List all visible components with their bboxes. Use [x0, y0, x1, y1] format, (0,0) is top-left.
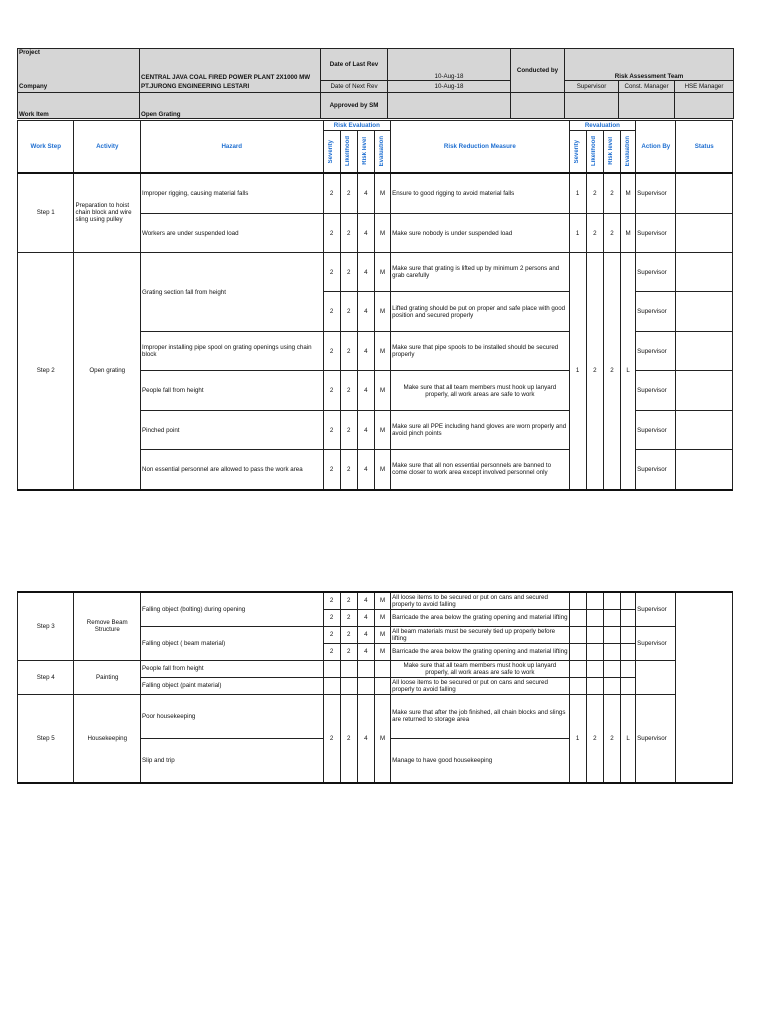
hazard-cell: Poor housekeeping: [141, 694, 324, 738]
measure-cell: Make sure that all team members must hook up lanyard properly, all work areas are safe to work: [391, 660, 569, 677]
step-label: Step 3: [18, 592, 74, 660]
action-by-cell: Supervisor: [636, 332, 676, 371]
likelihood-cell: 2: [340, 214, 357, 253]
col-risk-level: Risk level: [362, 137, 369, 166]
re-severity-cell: [569, 626, 586, 643]
hazard-cell: Falling object ( beam material): [141, 626, 324, 660]
evaluation-cell: [374, 660, 390, 677]
date-next-rev-label: Date of Next Rev: [321, 81, 388, 93]
re-likelihood-cell: [586, 592, 603, 609]
conducted-by-label: Conducted by: [511, 49, 565, 93]
evaluation-cell: M: [374, 643, 390, 660]
re-evaluation-cell: L: [621, 694, 636, 783]
severity-cell: [323, 660, 340, 677]
date-last-rev-label: Date of Last Rev: [321, 49, 388, 81]
hazard-cell: Grating section fall from height: [141, 253, 324, 332]
re-severity-cell: 1: [569, 173, 586, 214]
evaluation-cell: M: [374, 332, 390, 371]
col-activity: Activity: [74, 121, 141, 173]
table-row: [18, 592, 733, 609]
re-evaluation-cell: M: [621, 173, 636, 214]
step-label: Step 2: [18, 253, 74, 490]
re-likelihood-cell: 2: [586, 214, 603, 253]
re-severity-cell: 1: [569, 694, 586, 783]
hazard-cell: People fall from height: [141, 660, 324, 677]
col-re-severity: Severity: [574, 139, 581, 163]
status-cell: [676, 411, 733, 450]
measure-cell: Barricade the area below the grating opening and material lifting: [391, 609, 569, 626]
team-supervisor: Supervisor: [565, 81, 619, 93]
risk-level-cell: 4: [357, 609, 374, 626]
measure-cell: Make sure that all non essential personnels are banned to come closer to work area except involved personnel only: [391, 450, 569, 490]
work-item-label: Work Item: [18, 93, 140, 119]
col-revaluation: Revaluation: [569, 121, 636, 131]
measure-cell: Barricade the area below the grating opening and material lifting: [391, 643, 569, 660]
re-risk-level-cell: [603, 677, 620, 694]
risk-level-cell: 4: [357, 253, 374, 292]
risk-level-cell: [357, 660, 374, 677]
severity-cell: 2: [323, 332, 340, 371]
measure-cell: All loose items to be secured or put on cans and secured properly to avoid falling: [391, 592, 569, 609]
re-risk-level-cell: [603, 643, 620, 660]
likelihood-cell: 2: [340, 411, 357, 450]
risk-level-cell: 4: [357, 411, 374, 450]
evaluation-cell: M: [374, 694, 390, 783]
severity-cell: 2: [323, 626, 340, 643]
likelihood-cell: 2: [340, 694, 357, 783]
severity-cell: 2: [323, 371, 340, 411]
status-cell: [676, 450, 733, 490]
re-evaluation-cell: [621, 626, 636, 643]
severity-cell: 2: [323, 214, 340, 253]
re-severity-cell: [569, 643, 586, 660]
re-severity-cell: [569, 660, 586, 677]
risk-table-continued: [17, 591, 733, 784]
step-label: Step 5: [18, 694, 74, 783]
re-likelihood-cell: 2: [586, 253, 603, 490]
likelihood-cell: 2: [340, 292, 357, 332]
risk-table: [17, 120, 733, 491]
hazard-cell: Falling object (bolting) during opening: [141, 592, 324, 626]
re-likelihood-cell: [586, 643, 603, 660]
action-by-cell: Supervisor: [636, 292, 676, 332]
table-row: [18, 173, 733, 214]
re-risk-level-cell: 2: [603, 214, 620, 253]
col-hazard: Hazard: [141, 121, 324, 173]
measure-cell: Make sure that pipe spools to be installed should be secured properly: [391, 332, 569, 371]
re-likelihood-cell: [586, 609, 603, 626]
measure-cell: Make sure all PPE including hand gloves are worn properly and avoid pinch points: [391, 411, 569, 450]
measure-cell: All beam materials must be securely tied up properly before lifting: [391, 626, 569, 643]
team-hse-manager: HSE Manager: [675, 81, 734, 93]
re-risk-level-cell: [603, 609, 620, 626]
col-severity: Severity: [328, 139, 335, 163]
measure-cell: Lifted grating should be put on proper and safe place with good position and secured properly: [391, 292, 569, 332]
step-label: Step 4: [18, 660, 74, 694]
re-evaluation-cell: [621, 609, 636, 626]
action-by-cell: Supervisor: [636, 253, 676, 292]
re-likelihood-cell: [586, 626, 603, 643]
evaluation-cell: M: [374, 173, 390, 214]
col-risk-evaluation: Risk Evaluation: [323, 121, 391, 131]
re-evaluation-cell: M: [621, 214, 636, 253]
severity-cell: 2: [323, 173, 340, 214]
severity-cell: 2: [323, 292, 340, 332]
conducted-blank: [511, 93, 565, 119]
header-table: [17, 48, 734, 119]
measure-cell: Ensure to good rigging to avoid material falls: [391, 173, 569, 214]
risk-level-cell: 4: [357, 643, 374, 660]
hazard-cell: Workers are under suspended load: [141, 214, 324, 253]
action-by-cell: Supervisor: [636, 411, 676, 450]
evaluation-cell: [374, 677, 390, 694]
hazard-cell: Pinched point: [141, 411, 324, 450]
re-evaluation-cell: [621, 677, 636, 694]
likelihood-cell: 2: [340, 450, 357, 490]
re-severity-cell: [569, 592, 586, 609]
status-cell: [676, 173, 733, 214]
likelihood-cell: 2: [340, 643, 357, 660]
re-evaluation-cell: [621, 660, 636, 677]
likelihood-cell: 2: [340, 332, 357, 371]
col-likelihood: Likelihood: [345, 136, 352, 167]
col-re-likelihood: Likelihood: [591, 136, 598, 167]
re-severity-cell: 1: [569, 214, 586, 253]
measure-cell: Make sure that after the job finished, all chain blocks and slings are returned to storage area: [391, 694, 569, 738]
likelihood-cell: 2: [340, 592, 357, 609]
severity-cell: 2: [323, 609, 340, 626]
evaluation-cell: M: [374, 592, 390, 609]
evaluation-cell: M: [374, 253, 390, 292]
evaluation-cell: M: [374, 371, 390, 411]
re-severity-cell: 1: [569, 253, 586, 490]
evaluation-cell: M: [374, 292, 390, 332]
col-risk-reduction: Risk Reduction Measure: [391, 121, 569, 173]
severity-cell: 2: [323, 253, 340, 292]
activity-cell: Open grating: [74, 253, 141, 490]
re-evaluation-cell: [621, 643, 636, 660]
hazard-cell: Non essential personnel are allowed to pass the work area: [141, 450, 324, 490]
risk-level-cell: [357, 677, 374, 694]
re-risk-level-cell: 2: [603, 253, 620, 490]
date-next-rev-value: 10-Aug-18: [388, 81, 511, 93]
likelihood-cell: 2: [340, 173, 357, 214]
re-risk-level-cell: [603, 626, 620, 643]
re-severity-cell: [569, 609, 586, 626]
team-const-manager: Const. Manager: [619, 81, 675, 93]
risk-level-cell: 4: [357, 626, 374, 643]
status-cell: [676, 214, 733, 253]
severity-cell: 2: [323, 592, 340, 609]
measure-cell: Manage to have good housekeeping: [391, 738, 569, 783]
risk-level-cell: 4: [357, 371, 374, 411]
re-likelihood-cell: [586, 677, 603, 694]
re-likelihood-cell: 2: [586, 173, 603, 214]
severity-cell: 2: [323, 411, 340, 450]
severity-cell: 2: [323, 643, 340, 660]
hazard-cell: People fall from height: [141, 371, 324, 411]
action-by-cell: Supervisor: [636, 173, 676, 214]
date-last-rev-value: 10-Aug-18: [388, 49, 511, 81]
re-risk-level-cell: [603, 660, 620, 677]
evaluation-cell: M: [374, 450, 390, 490]
re-likelihood-cell: [586, 660, 603, 677]
team-sign-2: [619, 93, 675, 119]
re-likelihood-cell: 2: [586, 694, 603, 783]
re-risk-level-cell: [603, 592, 620, 609]
col-work-step: Work Step: [18, 121, 74, 173]
team-sign-1: [565, 93, 619, 119]
table-row: [18, 694, 733, 738]
action-by-cell: Supervisor: [636, 592, 676, 626]
activity-cell: Housekeeping: [74, 694, 141, 783]
risk-level-cell: 4: [357, 173, 374, 214]
measure-cell: All loose items to be secured or put on cans and secured properly to avoid falling: [391, 677, 569, 694]
company-label: Company: [18, 81, 140, 93]
step-label: Step 1: [18, 173, 74, 253]
severity-cell: [323, 677, 340, 694]
col-status: Status: [676, 121, 733, 173]
action-by-cell: Supervisor: [636, 694, 676, 783]
likelihood-cell: [340, 660, 357, 677]
action-by-cell: [636, 660, 676, 694]
action-by-cell: Supervisor: [636, 450, 676, 490]
company-value: PT.JURONG ENGINEERING LESTARI: [140, 81, 321, 93]
approved-label: Approved by SM: [321, 93, 388, 119]
severity-cell: 2: [323, 450, 340, 490]
table-row: [18, 253, 733, 292]
measure-cell: Make sure that all team members must hook up lanyard properly, all work areas are safe to work: [391, 371, 569, 411]
status-cell: [676, 253, 733, 292]
measure-cell: Make sure that grating is lifted up by minimum 2 persons and grab carefully: [391, 253, 569, 292]
likelihood-cell: 2: [340, 609, 357, 626]
work-item-value: Open Grating: [140, 93, 321, 119]
hazard-cell: Improper rigging, causing material falls: [141, 173, 324, 214]
risk-level-cell: 4: [357, 450, 374, 490]
action-by-cell: Supervisor: [636, 626, 676, 660]
measure-cell: Make sure nobody is under suspended load: [391, 214, 569, 253]
evaluation-cell: M: [374, 411, 390, 450]
likelihood-cell: 2: [340, 371, 357, 411]
hazard-cell: Falling object (paint material): [141, 677, 324, 694]
severity-cell: 2: [323, 694, 340, 783]
hazard-cell: Improper installing pipe spool on grating openings using chain block: [141, 332, 324, 371]
risk-team-label: Risk Assessment Team: [565, 49, 734, 81]
hazard-cell: Slip and trip: [141, 738, 324, 783]
status-cell: [676, 371, 733, 411]
re-evaluation-cell: [621, 592, 636, 609]
status-cell: [676, 592, 733, 783]
action-by-cell: Supervisor: [636, 371, 676, 411]
activity-cell: Preparation to hoist chain block and wire sling using pulley: [74, 173, 141, 253]
re-evaluation-cell: L: [621, 253, 636, 490]
approved-value: [388, 93, 511, 119]
action-by-cell: Supervisor: [636, 214, 676, 253]
likelihood-cell: [340, 677, 357, 694]
col-evaluation: Evaluation: [379, 136, 386, 167]
risk-level-cell: 4: [357, 332, 374, 371]
col-action-by: Action By: [636, 121, 676, 173]
likelihood-cell: 2: [340, 253, 357, 292]
status-cell: [676, 292, 733, 332]
re-risk-level-cell: 2: [603, 694, 620, 783]
col-re-evaluation: Evaluation: [624, 136, 631, 167]
risk-level-cell: 4: [357, 694, 374, 783]
risk-level-cell: 4: [357, 592, 374, 609]
evaluation-cell: M: [374, 214, 390, 253]
project-value: CENTRAL JAVA COAL FIRED POWER PLANT 2X1000 MW: [140, 49, 321, 81]
team-sign-3: [675, 93, 734, 119]
col-re-risk-level: Risk level: [608, 137, 615, 166]
evaluation-cell: M: [374, 626, 390, 643]
activity-cell: Remove Beam Structure: [74, 592, 141, 660]
likelihood-cell: 2: [340, 626, 357, 643]
project-label: Project: [18, 49, 140, 81]
activity-cell: Painting: [74, 660, 141, 694]
status-cell: [676, 332, 733, 371]
table-row: [18, 660, 733, 677]
re-severity-cell: [569, 677, 586, 694]
risk-level-cell: 4: [357, 214, 374, 253]
risk-level-cell: 4: [357, 292, 374, 332]
re-risk-level-cell: 2: [603, 173, 620, 214]
evaluation-cell: M: [374, 609, 390, 626]
